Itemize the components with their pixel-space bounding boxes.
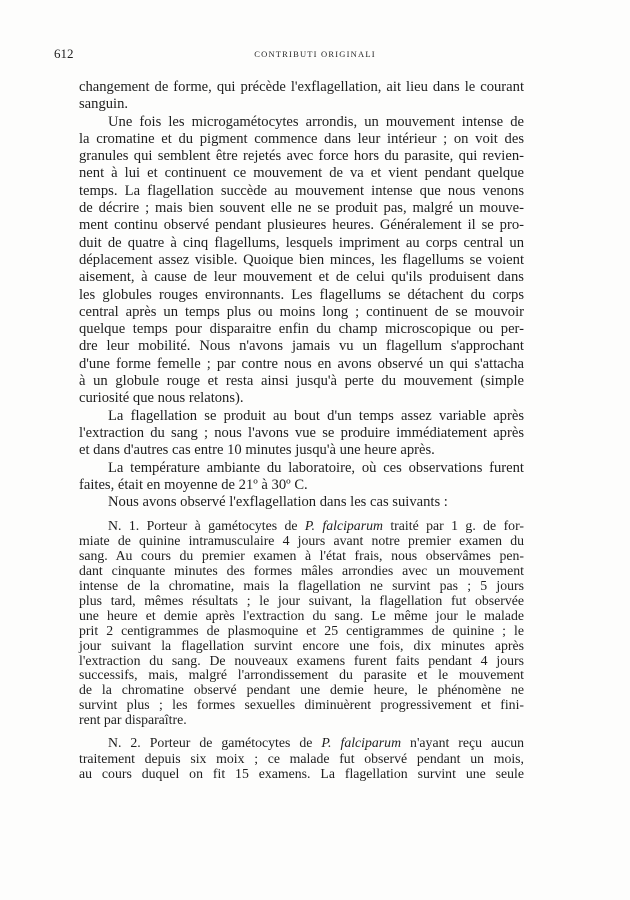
text-line: la cromatine et du pigment commence dans leur intérieur ; on voit des <box>79 130 524 147</box>
text-line: dant cinquante minutes des formes mâles arrondies avec un mouvement <box>79 563 524 579</box>
text-line: La flagellation se produit au bout d'un temps assez variable après <box>108 407 524 424</box>
text-line: rent par disparaître. <box>79 712 187 728</box>
body-text <box>79 79 524 511</box>
text-line: survint plus ; les formes sexuelles diminuèrent progressivement et fini- <box>79 697 524 713</box>
running-title: CONTRIBUTI ORIGINALI <box>254 49 376 59</box>
text-line: aisement, à cause de leur mouvement et de celui qu'ils produisent dans <box>79 269 524 286</box>
text-line: de décrire ; mais bien souvent elle ne se produit pas, malgré un mouve- <box>79 200 524 217</box>
text-line: Une fois les microgamétocytes arrondis, un mouvement intense de <box>108 113 524 130</box>
text-line: intense de la chromatine, mais la flagellation ne survint pas ; 5 jours <box>79 578 524 594</box>
text-line: curiosité que nous relatons). <box>79 390 244 407</box>
text-line: à un globule rouge et resta ainsi jusqu'à perte du mouvement (simple <box>79 373 524 390</box>
text-segment: n'ayant reçu aucun <box>401 735 524 751</box>
text-line: prit 2 centigrammes de plasmoquine et 25 centigrammes de quinine ; le <box>79 622 524 638</box>
text-line: déplacement assez visible. Quoique bien minces, les flagellums se voient <box>79 251 524 268</box>
text-line: et dans d'autres cas entre 10 minutes jusqu'à une heure après. <box>79 442 435 459</box>
text-line <box>79 735 524 751</box>
case-2-text <box>79 735 524 782</box>
species-name-italic: P. falciparum <box>304 518 383 534</box>
text-line <box>79 519 524 534</box>
text-line: l'extraction du sang ; nous l'avons vue se produire immédiatement après <box>79 424 524 441</box>
text-segment: N. 1. Porteur à gamétocytes de <box>108 518 305 534</box>
text-line: d'une forme femelle ; par contre nous en avons observé un qui s'attacha <box>79 355 524 372</box>
text-line: sang. Au cours du premier examen à l'état frais, nous observâmes pen- <box>79 548 524 564</box>
text-line: miate de quinine intramusculaire 4 jours avant notre premier examen du <box>79 533 524 549</box>
text-line: les globules rouges environnants. Les flagellums se détachent du corps <box>79 286 524 303</box>
page-body <box>79 79 524 782</box>
text-line: plus tard, mêmes résultats ; le jour suivant, la flagellation fut observée <box>79 592 524 608</box>
text-line: ment continu observé pendant plusieures heures. Généralement il se pro- <box>79 217 524 234</box>
case-1-text <box>79 519 524 728</box>
text-line: central après un temps plus ou moins long ; continuent de se mouvoir <box>79 303 524 320</box>
paragraph <box>79 460 524 495</box>
text-segment: N. 2. Porteur de gamétocytes de <box>108 735 322 751</box>
text-line: jour suivant la flagellation survint encore une fois, dix minutes après <box>79 637 524 653</box>
text-line: dre leur mobilité. Nous n'avons jamais vu un flagellum s'approchant <box>79 338 524 355</box>
text-line: une heure et demie après l'extraction du sang. Le même jour le malade <box>79 607 524 623</box>
text-line: quelque temps pour disparaitre enfin du champ microscopique ou per- <box>79 321 524 338</box>
page-number: 612 <box>54 46 74 61</box>
text-line: au cours duquel on fit 15 examens. La flagellation survint une seule <box>79 766 524 782</box>
text-segment: traité par 1 g. de for- <box>382 518 524 534</box>
paragraph <box>79 408 524 460</box>
text-line: sanguin. <box>79 96 129 113</box>
text-line: La température ambiante du laboratoire, où ces observations furent <box>108 459 524 476</box>
text-line: l'extraction du sang. De nouveaux examens furent faits pendant 4 jours <box>79 652 524 668</box>
text-line: faites, était en moyenne de 21º à 30º C. <box>79 476 308 493</box>
text-line: temps. La flagellation succède au mouvement intense que nous venons <box>79 182 524 199</box>
text-line: changement de forme, qui précède l'exflagellation, ait lieu dans le courant <box>79 79 524 95</box>
paragraph <box>79 494 524 511</box>
paragraph <box>79 79 524 114</box>
text-line: de la chromatine observé pendant une demie heure, le phénomène ne <box>79 682 524 698</box>
species-name-italic: P. falciparum <box>321 735 402 751</box>
paragraph <box>79 114 524 408</box>
text-line: successifs, mais, malgré l'arrondissement du parasite et le mouvement <box>79 667 524 683</box>
text-line: traitement depuis six moix ; ce malade fut observé pendant un mois, <box>79 750 524 766</box>
text-line: duit de quatre à cinq flagellums, lesquels impriment au corps central un <box>79 234 524 251</box>
paragraph <box>79 519 524 728</box>
text-line: granules qui semblent être rejetés avec force hors du parasite, qui revien- <box>79 148 524 165</box>
text-line: Nous avons observé l'exflagellation dans les cas suivants : <box>108 494 448 511</box>
paragraph <box>79 735 524 782</box>
text-line: nent à lui et continuent ce mouvement de va et vient pendant quelque <box>79 165 524 182</box>
